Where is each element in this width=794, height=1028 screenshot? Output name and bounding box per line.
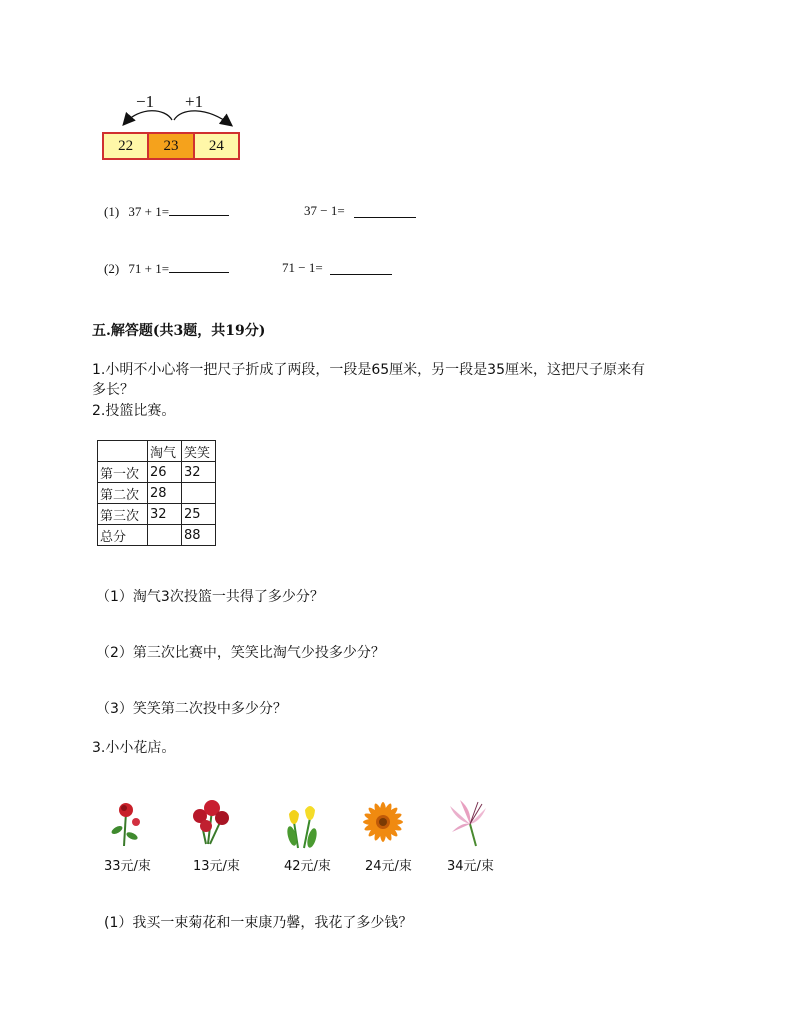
table-cell: 88 bbox=[182, 525, 216, 546]
minus-arrow bbox=[124, 111, 172, 124]
table-row bbox=[98, 462, 216, 483]
table-header-cell bbox=[98, 441, 148, 462]
flower-price: 34元/束 bbox=[447, 859, 494, 874]
problem-2-question-2: （2）第三次比赛中，笑笑比淘气少投多少分？ bbox=[96, 645, 385, 661]
fill-in-row-1 bbox=[104, 203, 424, 220]
table-cell: 28 bbox=[148, 483, 182, 504]
table-row bbox=[98, 504, 216, 525]
table-cell: 25 bbox=[182, 504, 216, 525]
plus-arrow bbox=[174, 111, 231, 125]
table-cell: 第一次 bbox=[98, 462, 148, 483]
problem-2-title: 2.投篮比赛。 bbox=[92, 403, 176, 419]
flower-price: 42元/束 bbox=[284, 859, 331, 874]
rose-icon bbox=[104, 798, 150, 848]
carnation-icon bbox=[188, 796, 234, 846]
equation-right: 71 − 1= bbox=[282, 260, 323, 275]
chrysanthemum-icon bbox=[360, 798, 406, 848]
number-line-arrows bbox=[0, 0, 260, 140]
table-cell bbox=[148, 525, 182, 546]
problem-1-line-1: 1.小明不小心将一把尺子折成了两段，一段是65厘米，另一段是35厘米，这把尺子原来有 bbox=[92, 362, 645, 378]
problem-3-question-1: (1）我买一束菊花和一束康乃馨，我花了多少钱？ bbox=[104, 915, 413, 931]
answer-blank[interactable] bbox=[169, 203, 229, 216]
problem-2-question-3: （3）笑笑第二次投中多少分？ bbox=[96, 701, 287, 717]
section-heading: 五.解答题(共3题，共19分) bbox=[92, 323, 266, 339]
table-header-cell: 笑笑 bbox=[182, 441, 216, 462]
table-cell: 第三次 bbox=[98, 504, 148, 525]
answer-blank[interactable] bbox=[330, 262, 392, 275]
problem-3-title: 3.小小花店。 bbox=[92, 740, 176, 756]
table-cell: 总分 bbox=[98, 525, 148, 546]
item-number: (1) bbox=[104, 204, 120, 219]
answer-blank[interactable] bbox=[169, 260, 229, 273]
number-cell: 22 bbox=[104, 134, 149, 158]
table-cell: 26 bbox=[148, 462, 182, 483]
fill-in-row-2 bbox=[104, 260, 424, 277]
number-cell: 24 bbox=[195, 134, 238, 158]
minus-one-label: −1 bbox=[136, 92, 155, 111]
table-cell: 第二次 bbox=[98, 483, 148, 504]
number-cell-highlight: 23 bbox=[149, 134, 194, 158]
problem-1 bbox=[92, 360, 732, 400]
equation-left: 37 + 1= bbox=[128, 204, 170, 219]
lily-icon bbox=[446, 798, 492, 848]
flower-price: 13元/束 bbox=[193, 859, 240, 874]
table-row bbox=[98, 525, 216, 546]
problem-1-line-2: 多长？ bbox=[92, 382, 134, 398]
item-number: (2) bbox=[104, 261, 120, 276]
equation-right: 37 − 1= bbox=[304, 203, 345, 218]
plus-one-label: +1 bbox=[185, 92, 204, 111]
table-cell: 32 bbox=[148, 504, 182, 525]
problem-2-question-1: （1）淘气3次投篮一共得了多少分？ bbox=[96, 589, 324, 605]
equation-left: 71 + 1= bbox=[128, 261, 170, 276]
answer-blank[interactable] bbox=[354, 205, 416, 218]
table-cell bbox=[182, 483, 216, 504]
table-header-cell: 淘气 bbox=[148, 441, 182, 462]
flower-price: 33元/束 bbox=[104, 859, 151, 874]
tulip-icon bbox=[280, 800, 326, 850]
table-cell: 32 bbox=[182, 462, 216, 483]
table-header-row bbox=[98, 441, 216, 462]
table-row bbox=[98, 483, 216, 504]
flower-price: 24元/束 bbox=[365, 859, 412, 874]
number-cells bbox=[102, 132, 240, 160]
score-table bbox=[97, 440, 216, 546]
